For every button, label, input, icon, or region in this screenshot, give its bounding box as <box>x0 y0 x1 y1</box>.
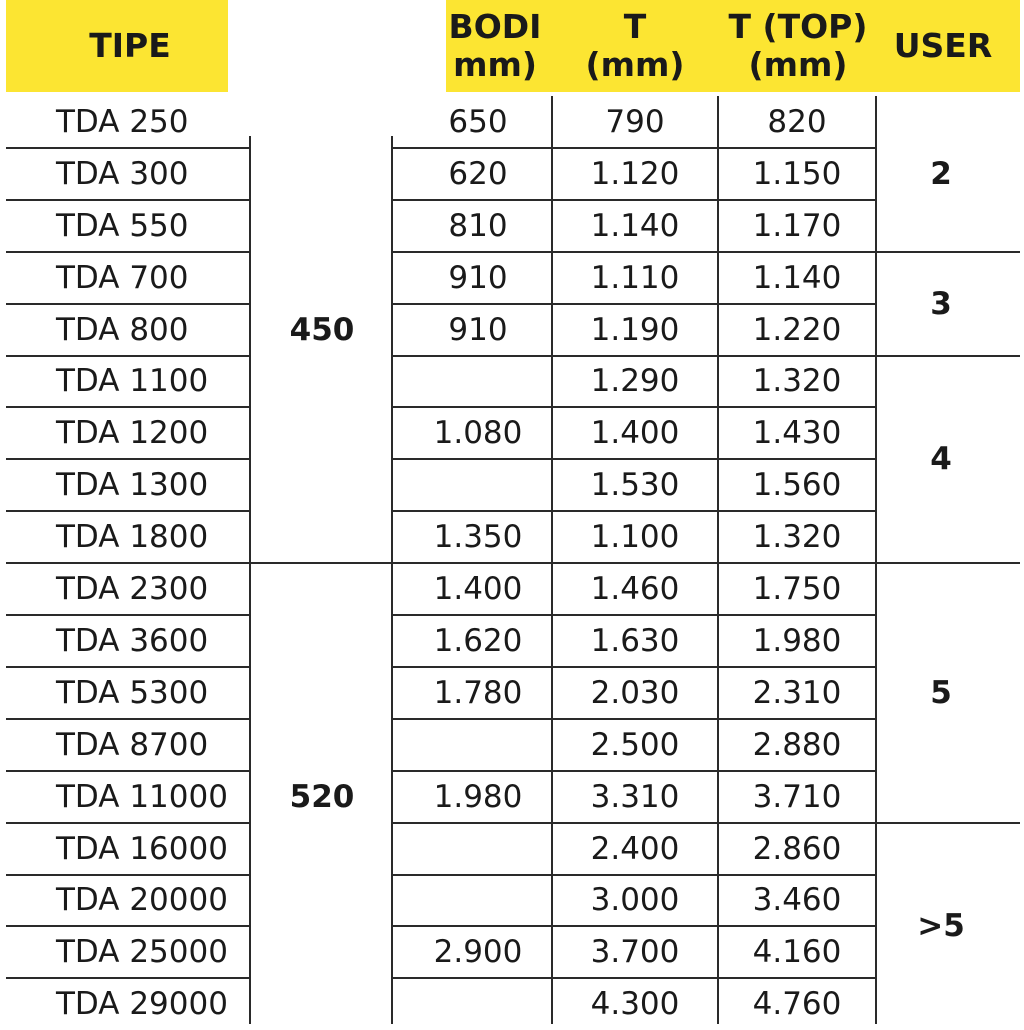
row-divider-values <box>392 666 876 668</box>
group-divider-user <box>876 251 1020 253</box>
cell-tipe: TDA 300 <box>56 155 189 192</box>
cell-t: 790 <box>605 103 665 140</box>
row-divider-tipe <box>6 874 250 876</box>
cell-bodi: 1.400 <box>433 571 523 608</box>
row-divider-values <box>392 303 876 305</box>
column-divider <box>551 96 553 1024</box>
cell-tipe: TDA 5300 <box>56 674 209 711</box>
row-divider-tipe <box>6 822 250 824</box>
row-divider-values <box>392 510 876 512</box>
row-divider-values <box>392 458 876 460</box>
cell-bodi: 1.980 <box>433 778 523 815</box>
row-divider-values <box>392 822 876 824</box>
cell-tipe: TDA 1300 <box>56 467 209 504</box>
cell-t-top: 1.220 <box>752 311 842 348</box>
header-bodi <box>440 0 550 92</box>
row-divider-tipe <box>6 199 250 201</box>
cell-t: 1.400 <box>590 415 680 452</box>
column-divider <box>875 96 877 1024</box>
header-user <box>878 0 1008 92</box>
cell-t: 1.190 <box>590 311 680 348</box>
row-divider-tipe <box>6 303 250 305</box>
merged-size-cell: 450 <box>289 311 355 348</box>
row-divider-tipe <box>6 458 250 460</box>
cell-t: 1.290 <box>590 363 680 400</box>
row-divider-tipe <box>6 406 250 408</box>
row-divider-values <box>392 614 876 616</box>
cell-t-top: 1.980 <box>752 622 842 659</box>
header-tipe <box>6 0 254 92</box>
cell-t-top: 4.160 <box>752 934 842 971</box>
cell-t-top: 1.150 <box>752 155 842 192</box>
user-count-cell: 2 <box>930 155 952 192</box>
header-bodi-line2: mm) <box>453 45 537 84</box>
cell-bodi: 910 <box>448 259 508 296</box>
cell-t: 1.140 <box>590 207 680 244</box>
row-divider-tipe <box>6 666 250 668</box>
row-divider-values <box>392 874 876 876</box>
row-divider-values <box>392 770 876 772</box>
row-divider-tipe <box>6 355 250 357</box>
header-tipe-label: TIPE <box>89 26 171 65</box>
row-divider-tipe <box>6 925 250 927</box>
cell-tipe: TDA 16000 <box>56 830 228 867</box>
cell-bodi: 650 <box>448 103 508 140</box>
row-divider-tipe <box>6 614 250 616</box>
row-divider-tipe <box>6 770 250 772</box>
cell-t: 1.460 <box>590 571 680 608</box>
cell-bodi <box>404 978 552 1030</box>
cell-bodi <box>404 823 552 875</box>
row-divider-values <box>392 925 876 927</box>
cell-t-top: 1.320 <box>752 519 842 556</box>
group-divider-user <box>876 355 1020 357</box>
user-count-cell: 5 <box>930 674 952 711</box>
cell-t: 1.120 <box>590 155 680 192</box>
cell-t: 2.500 <box>590 726 680 763</box>
cell-tipe: TDA 3600 <box>56 622 209 659</box>
cell-bodi: 910 <box>448 311 508 348</box>
cell-bodi: 2.900 <box>433 934 523 971</box>
cell-bodi <box>404 459 552 511</box>
cell-bodi: 1.620 <box>433 622 523 659</box>
cell-tipe: TDA 11000 <box>56 778 228 815</box>
cell-t-top: 1.750 <box>752 571 842 608</box>
cell-tipe: TDA 2300 <box>56 571 209 608</box>
row-divider-values <box>392 147 876 149</box>
cell-tipe: TDA 700 <box>56 259 189 296</box>
cell-t: 3.310 <box>590 778 680 815</box>
group-divider-size <box>250 562 392 564</box>
cell-tipe: TDA 8700 <box>56 726 209 763</box>
cell-t-top: 2.310 <box>752 674 842 711</box>
user-count-cell: 4 <box>930 441 952 478</box>
cell-bodi: 1.080 <box>433 415 523 452</box>
header-t <box>552 0 718 92</box>
cell-tipe: TDA 1100 <box>56 363 209 400</box>
cell-t-top: 1.140 <box>752 259 842 296</box>
cell-t-top: 820 <box>767 103 827 140</box>
row-divider-values <box>392 355 876 357</box>
column-divider <box>717 96 719 1024</box>
merged-size-cell: 520 <box>289 778 355 815</box>
cell-t: 3.000 <box>590 882 680 919</box>
header-bodi-line1: BODI <box>448 7 542 46</box>
cell-bodi <box>404 356 552 408</box>
cell-tipe: TDA 20000 <box>56 882 228 919</box>
cell-tipe: TDA 1200 <box>56 415 209 452</box>
cell-bodi: 1.350 <box>433 519 523 556</box>
row-divider-values <box>392 718 876 720</box>
cell-tipe: TDA 25000 <box>56 934 228 971</box>
row-divider-tipe <box>6 718 250 720</box>
row-divider-values <box>392 251 876 253</box>
cell-t-top: 2.880 <box>752 726 842 763</box>
cell-t: 1.100 <box>590 519 680 556</box>
cell-t: 1.530 <box>590 467 680 504</box>
header-t-top-line2: (mm) <box>748 45 848 84</box>
column-divider <box>391 136 393 1024</box>
cell-tipe: TDA 800 <box>56 311 189 348</box>
cell-bodi: 810 <box>448 207 508 244</box>
row-divider-tipe <box>6 147 250 149</box>
cell-tipe: TDA 29000 <box>56 986 228 1023</box>
header-t-top <box>718 0 878 92</box>
cell-t-top: 1.560 <box>752 467 842 504</box>
row-divider-values <box>392 562 876 564</box>
cell-bodi: 1.780 <box>433 674 523 711</box>
header-t-line1: T <box>623 7 647 46</box>
group-divider-user <box>876 822 1020 824</box>
header-t-line2: (mm) <box>585 45 685 84</box>
cell-t-top: 1.320 <box>752 363 842 400</box>
header-t-top-line1: T (TOP) <box>728 7 868 46</box>
row-divider-values <box>392 977 876 979</box>
row-divider-tipe <box>6 562 250 564</box>
cell-bodi <box>404 719 552 771</box>
cell-t: 2.030 <box>590 674 680 711</box>
cell-bodi <box>404 875 552 927</box>
cell-tipe: TDA 250 <box>56 103 189 140</box>
cell-t: 1.630 <box>590 622 680 659</box>
cell-t-top: 1.170 <box>752 207 842 244</box>
column-divider <box>249 136 251 1024</box>
row-divider-values <box>392 406 876 408</box>
cell-bodi: 620 <box>448 155 508 192</box>
cell-tipe: TDA 1800 <box>56 519 209 556</box>
row-divider-tipe <box>6 977 250 979</box>
group-divider-user <box>876 562 1020 564</box>
row-divider-values <box>392 199 876 201</box>
cell-tipe: TDA 550 <box>56 207 189 244</box>
cell-t-top: 1.430 <box>752 415 842 452</box>
cell-t: 3.700 <box>590 934 680 971</box>
user-count-cell: >5 <box>917 908 965 945</box>
user-count-cell: 3 <box>930 285 952 322</box>
cell-t-top: 2.860 <box>752 830 842 867</box>
cell-t-top: 4.760 <box>752 986 842 1023</box>
cell-t: 4.300 <box>590 986 680 1023</box>
header-user-label: USER <box>893 26 993 65</box>
row-divider-tipe <box>6 510 250 512</box>
cell-t-top: 3.710 <box>752 778 842 815</box>
row-divider-tipe <box>6 251 250 253</box>
cell-t: 2.400 <box>590 830 680 867</box>
cell-t-top: 3.460 <box>752 882 842 919</box>
cell-t: 1.110 <box>590 259 680 296</box>
